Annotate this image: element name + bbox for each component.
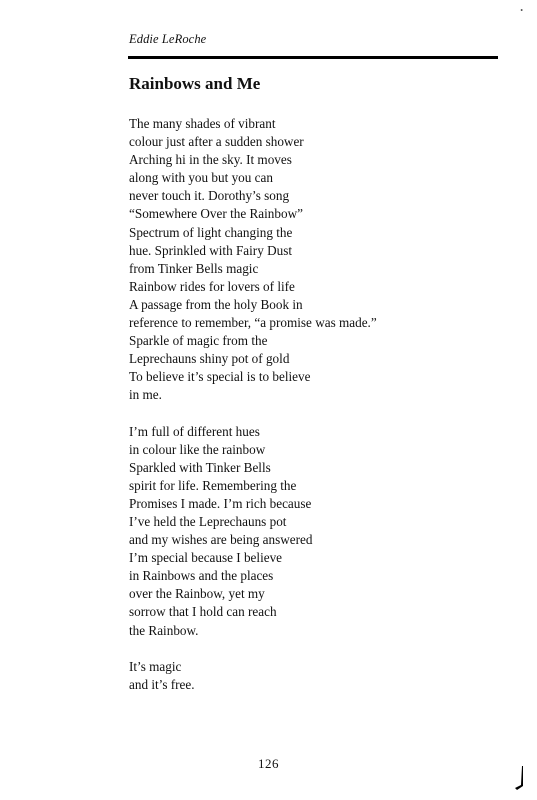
poem-line: Arching hi in the sky. It moves: [129, 152, 292, 168]
poem-line: over the Rainbow, yet my: [129, 586, 265, 602]
poem-line: Sparkle of magic from the: [129, 333, 268, 349]
page-corner-mark: [515, 766, 525, 790]
poem-line: and it’s free.: [129, 676, 195, 692]
poem-line: and my wishes are being answered: [129, 532, 313, 548]
poem-line: from Tinker Bells magic: [129, 260, 259, 276]
poem-line: I’m full of different hues: [129, 423, 260, 439]
page-speck: •: [520, 6, 523, 15]
poem-line: Sparkled with Tinker Bells: [129, 459, 271, 475]
poem-line: Spectrum of light changing the: [129, 224, 293, 240]
stanza-3: [129, 658, 499, 694]
stanza-2: [129, 423, 499, 640]
poem-line: Rainbow rides for lovers of life: [129, 278, 295, 294]
poem-line: sorrow that I hold can reach: [129, 604, 277, 620]
poem-line: Leprechauns shiny pot of gold: [129, 351, 290, 367]
poem-body: [129, 115, 499, 712]
stanza-1: [129, 115, 499, 405]
poem-title: Rainbows and Me: [129, 74, 261, 93]
poem-line: never touch it. Dorothy’s song: [129, 188, 290, 204]
poem-line: I’m special because I believe: [129, 550, 283, 566]
poem-line: Promises I made. I’m rich because: [129, 495, 312, 511]
poem-line: A passage from the holy Book in: [129, 296, 303, 312]
poem-line: hue. Sprinkled with Fairy Dust: [129, 242, 293, 258]
poem-line: along with you but you can: [129, 170, 273, 186]
poem-line: colour just after a sudden shower: [129, 134, 304, 150]
poem-line: the Rainbow.: [129, 622, 199, 638]
poem-line: “Somewhere Over the Rainbow”: [129, 206, 303, 222]
poem-line: The many shades of vibrant: [129, 116, 276, 131]
running-head-author: Eddie LeRoche: [129, 32, 207, 46]
poem-line: in me.: [129, 387, 162, 403]
poem-line: spirit for life. Remembering the: [129, 477, 297, 493]
poem-line: To believe it’s special is to believe: [129, 369, 311, 385]
header-rule: [128, 56, 498, 59]
poem-line: in Rainbows and the places: [129, 568, 274, 584]
poem-line: I’ve held the Leprechauns pot: [129, 513, 287, 529]
poem-line: reference to remember, “a promise was made.”: [129, 315, 377, 331]
poem-line: It’s magic: [129, 658, 182, 674]
page-number: 126: [258, 756, 279, 771]
poem-line: in colour like the rainbow: [129, 441, 266, 457]
